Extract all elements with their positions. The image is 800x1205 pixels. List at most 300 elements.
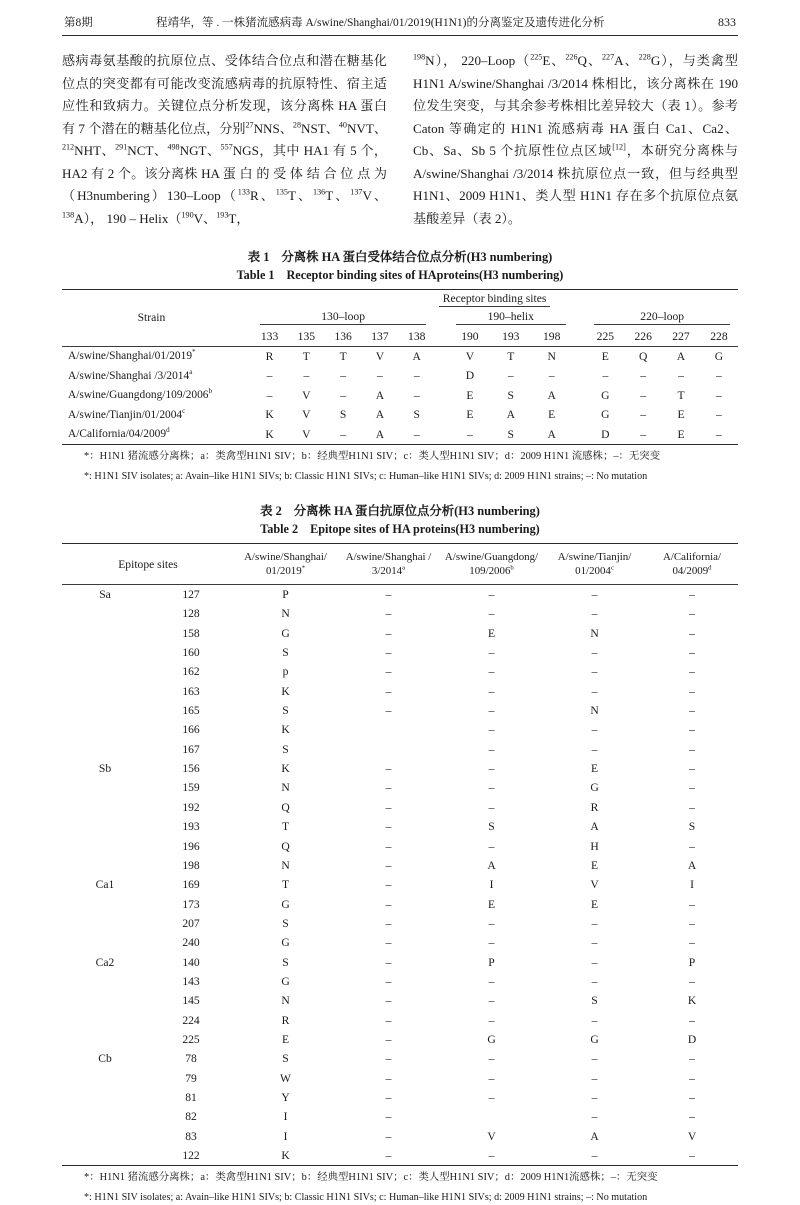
table2-group-label xyxy=(62,1010,148,1029)
table1-spacer-cell xyxy=(241,346,251,366)
table2-cell: E xyxy=(590,762,599,776)
table2-group-label xyxy=(62,624,148,643)
table1-cell: – xyxy=(413,388,420,402)
table2-cell: – xyxy=(385,800,392,814)
table2-cell: – xyxy=(591,665,598,679)
table2-cell: – xyxy=(385,897,392,911)
table-row xyxy=(62,875,738,894)
table2-cell: N xyxy=(590,704,599,718)
table2-cell: A xyxy=(487,858,496,872)
table1-strain-name: A/swine/Guangdong/109/2006$^b$ xyxy=(68,387,213,402)
table2-cell: – xyxy=(488,684,495,698)
table2-group-label xyxy=(62,894,148,913)
table2-strain-header-1: A/swine/Shanghai / 3/2014$^a$ xyxy=(337,544,440,585)
table1-cell: T xyxy=(288,346,325,366)
table2-cell: K xyxy=(687,994,697,1008)
table-row xyxy=(62,682,738,701)
table2-group-label xyxy=(62,1068,148,1087)
table2-cell: V xyxy=(590,878,599,892)
table2-site-number: 165 xyxy=(182,704,200,718)
table2-cell: N xyxy=(281,781,290,795)
table2-cell: – xyxy=(488,723,495,737)
table1-site-138: 138 xyxy=(408,329,426,343)
table1-cell: V xyxy=(302,408,311,422)
table-row xyxy=(62,720,738,739)
page-number: 833 xyxy=(718,15,736,29)
table2-cell: – xyxy=(488,916,495,930)
table2-cell: – xyxy=(488,742,495,756)
table2-cell xyxy=(440,1107,543,1126)
table2-site-number: 193 xyxy=(182,820,200,834)
table1-cell: A xyxy=(362,425,399,445)
table2-cell: – xyxy=(591,1110,598,1124)
table1-cell: D xyxy=(586,425,624,445)
table-row xyxy=(62,778,738,797)
table2-cell: Q xyxy=(281,800,290,814)
table1-cell: – xyxy=(398,425,435,445)
table2-cell: – xyxy=(591,955,598,969)
table-row xyxy=(62,1126,738,1145)
table2-cell: – xyxy=(337,1146,440,1165)
table2-cell: – xyxy=(488,1013,495,1027)
table-row xyxy=(62,701,738,720)
table2-cell: – xyxy=(488,1052,495,1066)
table2-site-number: 78 xyxy=(185,1052,197,1066)
table2-cell: – xyxy=(488,800,495,814)
table2-cell: – xyxy=(689,762,695,776)
table1-body xyxy=(62,346,738,444)
table2-group-label: Ca2 xyxy=(95,955,115,969)
table-row xyxy=(62,425,738,445)
table2-cell: I xyxy=(283,1110,288,1124)
table2-cell: S xyxy=(282,704,289,718)
body-column-left xyxy=(62,50,387,230)
table2-cell: – xyxy=(488,936,495,950)
table1-site-137: 137 xyxy=(371,329,389,343)
table1-site-227: 227 xyxy=(672,329,690,343)
table-row xyxy=(62,643,738,662)
table1-site-226: 226 xyxy=(634,329,652,343)
table2-cell: – xyxy=(689,897,695,911)
table-row xyxy=(62,385,738,405)
table1-cell: E xyxy=(677,408,685,422)
table2-label-en: Table 2 xyxy=(260,522,299,537)
table1-cell: – xyxy=(716,388,722,402)
table1-strain-name: A/swine/Tianjin/01/2004$^c$ xyxy=(68,406,186,421)
table2-site-number: 166 xyxy=(182,723,200,737)
table2-site-number: 127 xyxy=(148,585,234,604)
table2-cell: S xyxy=(282,1052,289,1066)
table1-cell: A xyxy=(547,388,556,402)
table2-group-label: Sa xyxy=(62,585,148,604)
table2-cell: S xyxy=(282,646,289,660)
table1-cell: A xyxy=(375,388,385,402)
table1-head xyxy=(62,290,738,347)
table2-cell: – xyxy=(689,665,695,679)
table2-cell: V xyxy=(487,1129,496,1143)
table2-cell: – xyxy=(591,723,598,737)
table1-cell: – xyxy=(640,408,647,422)
table1-spacer-cell xyxy=(435,366,449,386)
table2-cell: – xyxy=(646,1146,738,1165)
table2-title-en: Epitope sites of HA proteins(H3 numbering) xyxy=(310,522,540,537)
table1-footnote-cn: *：H1N1 猪流感分离株；a：类禽型H1N1 SIV；b：经典型H1N1 SIV；c：类人型H1N1 SIV；d：2009 H1N1 流感株；–：无突变 xyxy=(84,450,661,462)
table2-cell: – xyxy=(385,704,392,718)
table1-site-133: 133 xyxy=(260,329,279,343)
table2-cell: W xyxy=(280,1071,291,1085)
table2-title-cn: 分离株 HA 蛋白抗原位点分析(H3 numbering) xyxy=(293,504,540,519)
table2-cell: – xyxy=(689,1090,695,1104)
table1-spacer-cell xyxy=(572,385,586,405)
table2-cell: A xyxy=(687,858,697,872)
table2-site-number: 169 xyxy=(182,878,200,892)
table1-spacer-cell xyxy=(572,346,586,366)
table2-cell: N xyxy=(281,858,290,872)
table2-cell: – xyxy=(689,839,695,853)
table2-cell: A xyxy=(590,1129,599,1143)
table2-footnote-cn: *：H1N1 猪流感分离株；a：类禽型H1N1 SIV；b：经典型H1N1 SIV；c：类人型H1N1 SIV；d：2009 H1N1流感株；–：无突变 xyxy=(84,1171,658,1183)
table2-footnote-en: *: H1N1 SIV isolates; a: Avain‒like H1N1 SIVs; b: Classic H1N1 SIVs; c: Human‒like H1N1 SIVs; d: 2009 H1N1 strains; –: No mutation xyxy=(84,1191,648,1203)
table2-cell: – xyxy=(385,820,392,834)
table2-cell: K xyxy=(281,762,290,776)
table2-cell: K xyxy=(234,1146,337,1165)
table2-cell: – xyxy=(488,704,495,718)
table2-cell: – xyxy=(488,607,495,621)
issue-number: 第8期 xyxy=(64,17,93,29)
table2-site-number: 143 xyxy=(182,974,200,988)
table1-cell: A xyxy=(531,425,572,445)
table2-cell: R xyxy=(281,1013,290,1027)
table1-spacer-cell xyxy=(241,425,251,445)
table1-footnote-en: *: H1N1 SIV isolates; a: Avain‒like H1N1 SIVs; b: Classic H1N1 SIVs; c: Human‒like H1N1 SIVs; d: 2009 H1N1 strains; –: No mutation xyxy=(84,470,648,482)
table1-cell: A xyxy=(662,346,700,366)
table1-cell: K xyxy=(265,408,274,422)
table2-cell: – xyxy=(591,916,598,930)
table1-cell: R xyxy=(251,346,288,366)
table1-site-228: 228 xyxy=(710,329,728,343)
table2-cell: K xyxy=(281,684,290,698)
table2-cell: – xyxy=(385,839,392,853)
table2-cell: – xyxy=(385,1013,392,1027)
table2-header-row xyxy=(62,544,738,585)
table2-cell: – xyxy=(488,665,495,679)
table-row xyxy=(62,740,738,759)
table-epitope-sites xyxy=(62,543,738,1165)
table2-cell: – xyxy=(591,1052,598,1066)
table2-site-number: 198 xyxy=(182,858,200,872)
table2-site-number: 128 xyxy=(182,607,200,621)
table1-strain-name: A/swine/Shanghai /3/2014$^a$ xyxy=(68,367,193,382)
table1-strain-header: Strain xyxy=(62,290,241,347)
table2-cell: – xyxy=(591,684,598,698)
body-column-right xyxy=(413,50,738,230)
table2-group-label xyxy=(62,1146,148,1165)
table2-group-label xyxy=(62,817,148,836)
table-receptor-binding-sites xyxy=(62,289,738,444)
table1-spacer-cell xyxy=(572,405,586,425)
table2-cell: – xyxy=(488,762,495,776)
table1-cell: D xyxy=(465,369,475,383)
table-row xyxy=(62,585,738,604)
table2-cell: – xyxy=(689,781,695,795)
table2-cell: G xyxy=(281,626,290,640)
table2-site-number: 207 xyxy=(182,916,200,930)
table2-group-label xyxy=(62,701,148,720)
table2-site-number: 83 xyxy=(185,1129,197,1143)
table-row xyxy=(62,856,738,875)
table2-cell: – xyxy=(591,742,598,756)
paragraph-right: $^{198}$N）， 220‒Loop（$^{225}$E、$^{226}$Q、$^{227}$A、$^{228}$G），与类禽型 H1N1 A/swine/Shanghai /3/2014 株相比，该分离株在 190 位发生突变，与其余参考株相比差异较大（表 1）。参考 Caton 等确定的 H1N1 流感病毒 HA 蛋白 Ca1、Ca2、Cb、Sa、Sb 5 个抗原性位点区域[12]，本研究分离株与 A/swine/Shanghai /3/2014 株抗原位点一致，但与经典型 H1N1、2009 H1N1、类人型 H1N1 存在多个抗原位点氨基酸差异（表 2）。 xyxy=(413,52,739,226)
table1-cell: – xyxy=(640,388,647,402)
table2-cell: H xyxy=(590,839,599,853)
table-row xyxy=(62,346,738,366)
table2-group-label xyxy=(62,836,148,855)
table2-site-number: 167 xyxy=(182,742,200,756)
table1-strain-name: A/swine/Shanghai/01/2019* xyxy=(62,346,241,366)
table2-site-number: 158 xyxy=(182,626,200,640)
table2-cell: E xyxy=(281,1032,290,1046)
table1-site-198: 198 xyxy=(542,329,561,343)
table-row xyxy=(62,1107,738,1126)
table-row xyxy=(62,798,738,817)
table2-group-label xyxy=(62,933,148,952)
table1-cell: – xyxy=(266,369,273,383)
table-row xyxy=(62,972,738,991)
table2-cell: – xyxy=(591,1071,598,1085)
table1-cell: – xyxy=(602,369,609,383)
table2-head xyxy=(62,544,738,585)
table-row xyxy=(62,759,738,778)
table1-cell: V xyxy=(449,346,490,366)
table1-cell: T xyxy=(325,346,362,366)
table-row xyxy=(62,1068,738,1087)
table2-cell: – xyxy=(385,762,392,776)
table2-site-number: 162 xyxy=(182,665,200,679)
table1-spacer-cell xyxy=(241,385,251,405)
table1-cell: G xyxy=(700,346,738,366)
table2-cell: P xyxy=(688,955,696,969)
running-title: 程靖华，等 . 一株猪流感病毒 A/swine/Shanghai/01/2019(H1N1)的分离鉴定及遗传进化分析 xyxy=(156,17,605,29)
table2-site-number: 79 xyxy=(185,1071,197,1085)
table1-cell: A xyxy=(398,346,435,366)
table2-cell: – xyxy=(385,626,392,640)
table2-group-label: Ca1 xyxy=(95,878,115,892)
table2-strain-header-4: A/California/ 04/2009$^d$ xyxy=(646,544,738,585)
table2-cell: – xyxy=(591,646,598,660)
table1-cell: V xyxy=(288,425,325,445)
running-head xyxy=(62,14,738,35)
table2-site-number: 140 xyxy=(182,955,200,969)
table2-cell: – xyxy=(488,994,495,1008)
table2-cell: S xyxy=(282,742,289,756)
table1-title-en: Receptor binding sites of HAproteins(H3 numbering) xyxy=(286,268,564,283)
table1-cell: Q xyxy=(624,346,662,366)
table1-cell: S xyxy=(490,425,531,445)
table2-site-number: 81 xyxy=(185,1090,197,1104)
table1-superheader-label: Receptor binding sites xyxy=(439,292,551,307)
table2-cell: – xyxy=(591,974,598,988)
table-row xyxy=(62,894,738,913)
table1-cell: – xyxy=(507,369,514,383)
table2-site-number: 240 xyxy=(182,936,200,950)
table1-cell: A xyxy=(506,408,515,422)
header-divider xyxy=(62,35,738,36)
table2-cell: – xyxy=(488,1090,495,1104)
table2-cell: – xyxy=(385,781,392,795)
table2-cell: – xyxy=(543,1146,646,1165)
table2-strain-header-3: A/swine/Tianjin/ 01/2004$^c$ xyxy=(543,544,646,585)
table1-label-en: Table 1 xyxy=(236,268,275,283)
table2-cell: Q xyxy=(281,839,290,853)
table2-site-number: 82 xyxy=(185,1110,197,1124)
table1-cell: S xyxy=(507,388,514,402)
table2-cell: I xyxy=(283,1129,288,1143)
table2-group-label xyxy=(62,778,148,797)
table-row xyxy=(62,1030,738,1049)
table1-cell: E xyxy=(466,408,474,422)
table1-spacer-cell xyxy=(435,405,449,425)
table1-caption-cn xyxy=(62,247,738,265)
table1-cell: V xyxy=(302,388,311,402)
table2-group-label xyxy=(62,1126,148,1145)
table2-cell: – xyxy=(440,1146,543,1165)
table2-cell: S xyxy=(282,916,289,930)
table1-cell: – xyxy=(716,369,722,383)
table1-cell: T xyxy=(677,388,685,402)
table2-cell: – xyxy=(689,800,695,814)
table1-cell: K xyxy=(251,425,288,445)
table1-cell: G xyxy=(601,408,610,422)
table1-spacer-cell xyxy=(435,346,449,366)
table1-spacer-cell xyxy=(241,405,251,425)
table2-cell: – xyxy=(689,936,695,950)
table2-cell: – xyxy=(689,607,695,621)
table1-spacer-cell xyxy=(572,366,586,386)
table2-cell: – xyxy=(385,916,392,930)
table1-caption-en xyxy=(62,268,738,283)
table2-group-label xyxy=(62,991,148,1010)
table2-site-number: 224 xyxy=(182,1013,200,1027)
table2-cell: – xyxy=(385,1110,392,1124)
table2-cell: – xyxy=(440,585,543,604)
table2-group-label: Sb xyxy=(98,762,112,776)
table1-cell: – xyxy=(700,425,738,445)
table1-cell: S xyxy=(339,408,347,422)
table2-cell: I xyxy=(690,878,694,892)
table2-group-label xyxy=(62,798,148,817)
table2-cell: – xyxy=(488,839,495,853)
table2-cell: – xyxy=(591,936,598,950)
table-row xyxy=(62,405,738,425)
table1-cell: V xyxy=(362,346,399,366)
paragraph-left: 感病毒氨基酸的抗原位点、受体结合位点和潜在糖基化位点的突变都有可能改变流感病毒的抗原特性、宿主适应性和致病力。关键位点分析发现，该分离株 HA 蛋白有 7 个潜在的糖基化位点，分别$^{27}$NNS、$^{28}$NST、$^{40}$NVT、$^{212}$NHT、$^{291}$NCT、$^{498}$NGT、$^{557}$NGS，其中 HA1 有 5 个，HA2 有 2 个。该分离株 HA 蛋 白 的 受 体 结 合 位 点 为（H3numbering）130‒Loop（$^{133}$R、$^{135}$T、$^{136}$T、$^{137}$V、$^{138}$A）， 190 ‒ Helix（$^{190}$V、$^{193}$T， xyxy=(62,53,388,226)
table1-spacer-cell xyxy=(435,385,449,405)
table2-cell: – xyxy=(385,1071,392,1085)
table2-cell: – xyxy=(337,585,440,604)
table1-title-cn: 分离株 HA 蛋白受体结合位点分析(H3 numbering) xyxy=(281,250,553,265)
table2-cell: G xyxy=(281,936,290,950)
table1-cell: E xyxy=(548,408,556,422)
table1-group-220loop: 220‒loop xyxy=(594,310,730,325)
table-row xyxy=(62,662,738,681)
table-row xyxy=(62,624,738,643)
table-row xyxy=(62,1146,738,1165)
table2-cell: S xyxy=(591,994,598,1008)
table2-cell: – xyxy=(385,607,392,621)
table1-cell: – xyxy=(624,425,662,445)
table2-cell: – xyxy=(488,781,495,795)
table2-cell: – xyxy=(385,955,392,969)
table1-cell: E xyxy=(586,346,624,366)
table2-cell: – xyxy=(385,1090,392,1104)
table2-cell: – xyxy=(646,585,738,604)
table-row xyxy=(62,817,738,836)
table2-site-number: 163 xyxy=(182,684,200,698)
table1-label-cn: 表 1 xyxy=(247,250,270,265)
table2-cell: G xyxy=(281,897,290,911)
table1-group-130loop: 130‒loop xyxy=(260,310,426,325)
table1-cell: – xyxy=(340,369,347,383)
table2-cell: S xyxy=(688,820,696,834)
table-row xyxy=(62,952,738,971)
table1-cell: – xyxy=(716,408,722,422)
table1-group-190helix: 190‒helix xyxy=(456,310,566,325)
table2-site-number: 160 xyxy=(182,646,200,660)
table2-site-number: 225 xyxy=(182,1032,200,1046)
table1-cell: – xyxy=(377,369,383,383)
table1-cell: E xyxy=(662,425,700,445)
table-row xyxy=(62,366,738,386)
table2-group-label: Cb xyxy=(98,1052,112,1066)
table1-cell: – xyxy=(340,388,347,402)
table2-epitope-header: Epitope sites xyxy=(62,544,234,585)
table2-cell: S xyxy=(282,955,289,969)
table2-cell: – xyxy=(689,1110,695,1124)
table2-cell: – xyxy=(488,1071,495,1085)
table2-cell: – xyxy=(689,974,695,988)
table2-group-label xyxy=(62,972,148,991)
table2-group-label xyxy=(62,1030,148,1049)
table-row xyxy=(62,836,738,855)
table2-cell: – xyxy=(385,684,392,698)
table2-cell: – xyxy=(385,1032,392,1046)
table2-group-label xyxy=(62,856,148,875)
table1-site-193: 193 xyxy=(502,329,520,343)
table2-cell xyxy=(337,720,440,739)
table1-cell: – xyxy=(303,369,310,383)
table2-cell: A xyxy=(590,820,599,834)
table2-strain-header-0: A/swine/Shanghai/ 01/2019* xyxy=(234,544,337,585)
table2-cell: – xyxy=(591,1090,598,1104)
table1-cell: – xyxy=(678,369,684,383)
table2-cell: – xyxy=(689,704,695,718)
table1-cell: – xyxy=(449,425,490,445)
table2-cell: – xyxy=(689,1013,695,1027)
table2-cell: E xyxy=(590,858,599,872)
table2-cell: N xyxy=(590,626,599,640)
table2-cell: R xyxy=(590,800,599,814)
table-row xyxy=(62,933,738,952)
table2-cell: – xyxy=(591,1013,598,1027)
table2-cell: D xyxy=(687,1032,697,1046)
body-columns xyxy=(62,50,738,230)
table2-group-label xyxy=(62,1107,148,1126)
table2-cell: – xyxy=(689,626,695,640)
table1-site-190: 190 xyxy=(461,329,479,343)
table1-site-135: 135 xyxy=(297,329,316,343)
table2-cell: – xyxy=(689,916,695,930)
table1-cell: – xyxy=(640,369,647,383)
